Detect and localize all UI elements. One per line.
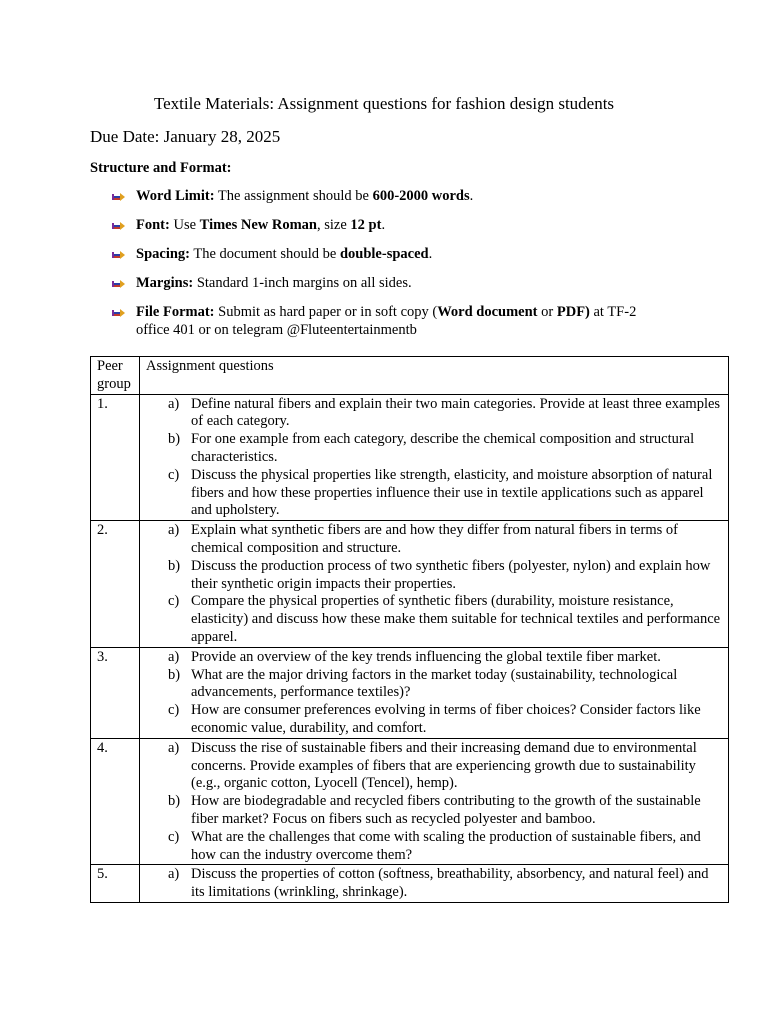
bullet-text: , size (317, 217, 351, 233)
table-row (91, 394, 729, 521)
question-label: a) (168, 739, 180, 756)
questions-cell (140, 738, 729, 865)
table-header-row (91, 357, 729, 395)
peer-group-number: 3. (91, 647, 140, 738)
bullet-text: Submit as hard paper or in soft copy ( (214, 304, 438, 320)
question-item (146, 396, 722, 432)
bullet-label: Spacing: (136, 246, 190, 262)
question-label: a) (168, 866, 180, 883)
question-text: Discuss the rise of sustainable fibers and their increasing demand due to environmental concerns. Provide examples of fibers that are experiencing growth due to sustainability (e.g., organic cotton, Lyocell (Tencel), hemp). (191, 739, 697, 792)
arrow-bullet-icon (112, 190, 126, 202)
structure-heading: Structure and Format: (90, 160, 232, 176)
question-text: How are biodegradable and recycled fibers contributing to the growth of the sustainable fiber market? Focus on fibers such as recycled polyester and bamboo. (191, 793, 701, 827)
question-label: b) (168, 666, 181, 683)
bullet-text: . (428, 246, 433, 262)
questions-cell (140, 394, 729, 521)
question-item (146, 649, 722, 667)
bullet-bold-text: 12 pt (350, 217, 382, 233)
questions-cell (140, 647, 729, 738)
bullet-text: or (537, 304, 557, 320)
question-text: Discuss the physical properties like strength, elasticity, and moisture absorption of natural fibers and how these properties influence their use in textile applications such as apparel and upholstery. (191, 466, 713, 519)
bullet-label: Word Limit: (136, 188, 215, 204)
question-item (146, 702, 722, 738)
peer-group-number: 1. (91, 394, 140, 521)
bullet-text: . (381, 217, 386, 233)
arrow-bullet-icon (112, 219, 126, 231)
header-peer-group: Peer group (91, 357, 140, 395)
question-list (146, 866, 722, 902)
question-list (146, 396, 722, 521)
format-bullet-item (112, 303, 672, 339)
question-label: c) (168, 702, 180, 719)
table-row (91, 521, 729, 648)
question-item (146, 558, 722, 594)
format-bullet-list (112, 187, 672, 350)
question-label: c) (168, 593, 180, 610)
question-list (146, 522, 722, 647)
question-label: a) (168, 522, 180, 539)
header-assignment-questions: Assignment questions (140, 357, 729, 395)
question-item (146, 522, 722, 558)
bullet-text: Use (169, 217, 200, 233)
question-item (146, 866, 722, 902)
bullet-bold-text: Times New Roman (199, 217, 317, 233)
question-text: Compare the physical properties of synthetic fibers (durability, moisture resistance, elasticity) and discuss how these make them suitable for technical textiles and performance apparel. (191, 593, 721, 645)
format-bullet-item (112, 216, 672, 234)
question-label: c) (168, 828, 180, 845)
question-list (146, 740, 722, 865)
arrow-bullet-icon (112, 277, 126, 289)
bullet-label: File Format: (136, 304, 215, 320)
question-label: c) (168, 466, 180, 483)
question-label: b) (168, 431, 181, 448)
question-item (146, 740, 722, 793)
question-item (146, 593, 722, 646)
question-text: Explain what synthetic fibers are and how they differ from natural fibers in terms of chemical composition and structure. (191, 522, 678, 556)
questions-cell (140, 865, 729, 903)
question-list (146, 649, 722, 738)
document-title: Textile Materials: Assignment questions for fashion design students (153, 94, 615, 113)
bullet-bold-text: PDF) (556, 304, 590, 320)
bullet-text: . (469, 188, 474, 204)
bullet-bold-text: 600-2000 words (372, 188, 470, 204)
bullet-text: at TF-2 office 401 or on telegram @Fluteentertainmentb (136, 304, 637, 338)
table-row (91, 865, 729, 903)
bullet-label: Font: (136, 217, 170, 233)
question-label: b) (168, 793, 181, 810)
question-text: For one example from each category, describe the chemical composition and structural characteristics. (191, 431, 695, 465)
peer-group-number: 2. (91, 521, 140, 648)
table-row (91, 647, 729, 738)
arrow-bullet-icon (112, 306, 126, 318)
question-text: What are the major driving factors in the market today (sustainability, technological advancements, performance textiles)? (191, 666, 678, 701)
question-text: Discuss the production process of two synthetic fibers (polyester, nylon) and explain how their synthetic origin impacts their properties. (191, 557, 711, 592)
peer-group-number: 5. (91, 865, 140, 903)
arrow-bullet-icon (112, 248, 126, 260)
bullet-text: The document should be (190, 246, 340, 262)
question-text: Define natural fibers and explain their two main categories. Provide at least three examples of each category. (191, 395, 721, 430)
questions-cell (140, 521, 729, 648)
format-bullet-item (112, 187, 672, 205)
bullet-text: Standard 1-inch margins on all sides. (193, 275, 412, 291)
format-bullet-item (112, 245, 672, 263)
format-bullet-item (112, 274, 672, 292)
table-row (91, 738, 729, 865)
due-date: Due Date: January 28, 2025 (90, 127, 281, 146)
bullet-label: Margins: (136, 275, 194, 291)
peer-group-number: 4. (91, 738, 140, 865)
question-item (146, 467, 722, 520)
question-label: a) (168, 648, 180, 665)
question-text: Provide an overview of the key trends influencing the global textile fiber market. (191, 648, 661, 665)
question-text: Discuss the properties of cotton (softness, breathability, absorbency, and natural feel) and its limitations (wrinkling, shrinkage). (191, 866, 709, 901)
bullet-bold-text: double-spaced (339, 246, 429, 262)
assignment-table (90, 356, 729, 903)
question-item (146, 793, 722, 829)
question-text: What are the challenges that come with scaling the production of sustainable fibers, and how can the industry overcome them? (191, 828, 701, 863)
bullet-text: The assignment should be (214, 188, 373, 204)
question-item (146, 829, 722, 865)
question-item (146, 431, 722, 467)
question-text: How are consumer preferences evolving in terms of fiber choices? Consider factors like economic value, durability, and comfort. (191, 702, 701, 736)
question-item (146, 667, 722, 703)
bullet-bold-text: Word document (437, 304, 538, 320)
question-label: a) (168, 395, 180, 412)
question-label: b) (168, 557, 181, 574)
